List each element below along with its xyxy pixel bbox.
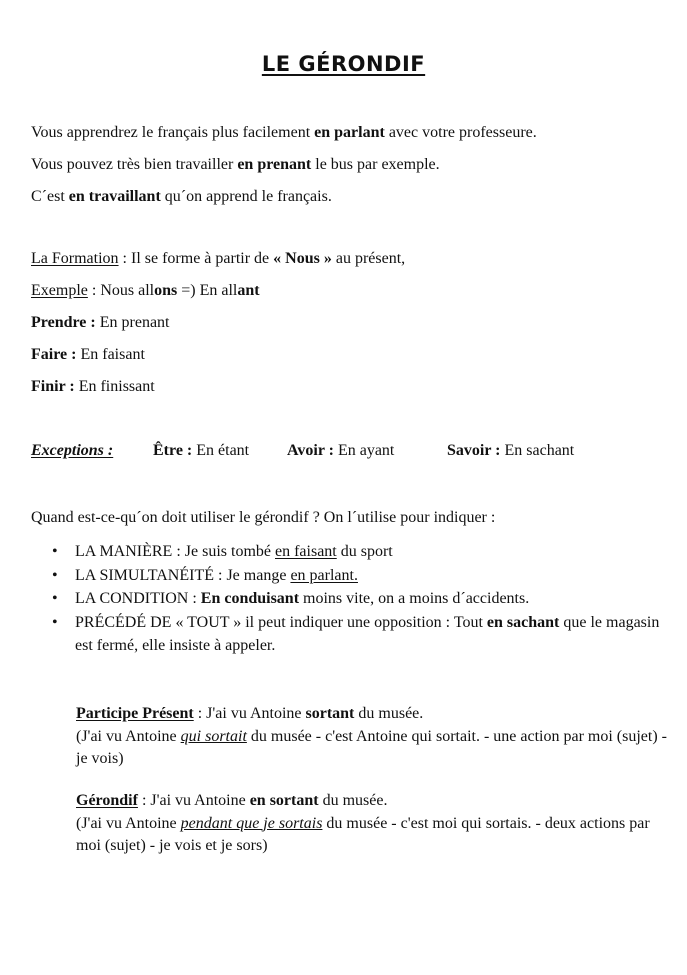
text: PRÉCÉDÉ DE « TOUT » il peut indiquer une opposition : Tout [75,613,487,631]
text: LA SIMULTANÉITÉ : Je mange [75,566,291,584]
text: du musée. [354,705,424,722]
text: C´est [31,188,69,205]
exceptions-label [31,442,113,460]
usage-question: Quand est-ce-qu´on doit utiliser le gérondif ? On l´utilise pour indiquer : [31,509,496,526]
formation-label: La Formation [31,250,119,267]
usage-list [50,540,670,658]
intro-sentence-3 [31,187,332,207]
participe-present-block [76,703,676,771]
bold-text: sortant [305,705,355,722]
text: au présent, [331,250,406,267]
exemple-label: Exemple [31,282,88,299]
text: qu´on apprend le français. [160,188,332,205]
text: : J'ai vu Antoine [137,792,250,809]
underlined-text: en faisant [275,543,337,560]
text: du musée. [318,792,388,809]
bold-text: « Nous » [273,250,332,267]
text: moins vite, on a moins d´accidents. [299,590,530,607]
italic-underlined-text: qui sortait [180,727,247,745]
text: LA CONDITION : [75,590,201,607]
bold-text: en prenant [237,156,312,173]
underlined-text: en parlant. [290,566,358,584]
participe-line-2 [76,726,676,771]
text: Vous pouvez très bien travailler [31,156,238,173]
verb-form: En faisant [76,346,145,363]
verb-label: Faire : [31,346,77,363]
bold-text: en parlant [314,124,385,141]
intro-sentence-2 [31,155,440,175]
list-item [50,611,670,658]
verb-form: En prenant [95,314,170,331]
text: du musée - c'est Antoine qui sortait. - une action par moi (sujet) - je vois) [76,727,667,767]
verb-label: Être : [153,442,193,459]
formation-line [31,249,405,269]
text: le bus par exemple. [311,156,440,173]
exception-etre [153,442,249,460]
verb-label: Savoir : [447,442,501,459]
text: : Il se forme à partir de [118,250,274,267]
gerondif-label: Gérondif [76,792,138,809]
verb-form: En finissant [74,378,155,395]
verb-form: En ayant [333,442,395,459]
exception-avoir [287,442,394,460]
page-title: LE GÉRONDIF [261,52,426,76]
text: LA MANIÈRE : Je suis tombé [75,543,275,560]
list-item [50,540,670,564]
bold-text: ons [154,282,178,299]
verb-finir [31,377,155,397]
text: : Nous all [87,282,155,299]
bold-text: en travaillant [68,188,161,205]
gerondif-block [76,790,676,858]
text: du sport [336,543,393,560]
text: : J'ai vu Antoine [193,705,306,722]
participe-label: Participe Présent [76,705,194,722]
text: (J'ai vu Antoine [76,727,181,745]
text: Exceptions : [31,442,114,459]
verb-label: Prendre : [31,314,96,331]
verb-label: Finir : [31,378,75,395]
gerondif-line-1 [76,790,676,813]
text: que le magasin est fermé, elle insiste à appeler. [75,613,660,654]
exemple-line [31,281,260,301]
text: du musée - c'est moi qui sortais. - deux actions par moi (sujet) - je vois et je sors) [76,814,650,854]
verb-form: En étant [192,442,250,459]
verb-form: En sachant [500,442,575,459]
verb-label: Avoir : [287,442,334,459]
text: Vous apprendrez le français plus facilement [31,124,315,141]
intro-sentence-1 [31,123,537,143]
bold-text: ant [237,282,260,299]
text: (J'ai vu Antoine [76,814,181,832]
list-item [50,564,670,588]
exception-savoir [447,442,574,460]
participe-line-1 [76,703,676,726]
bold-text: en sachant [486,613,560,631]
verb-prendre [31,313,169,333]
bold-text: En conduisant [200,590,300,607]
text: avec votre professeure. [384,124,537,141]
italic-underlined-text: pendant que je sortais [180,814,323,832]
bold-text: en sortant [249,792,319,809]
text: =) En all [177,282,238,299]
gerondif-line-2 [76,813,676,858]
verb-faire [31,345,145,365]
list-item [50,587,670,611]
